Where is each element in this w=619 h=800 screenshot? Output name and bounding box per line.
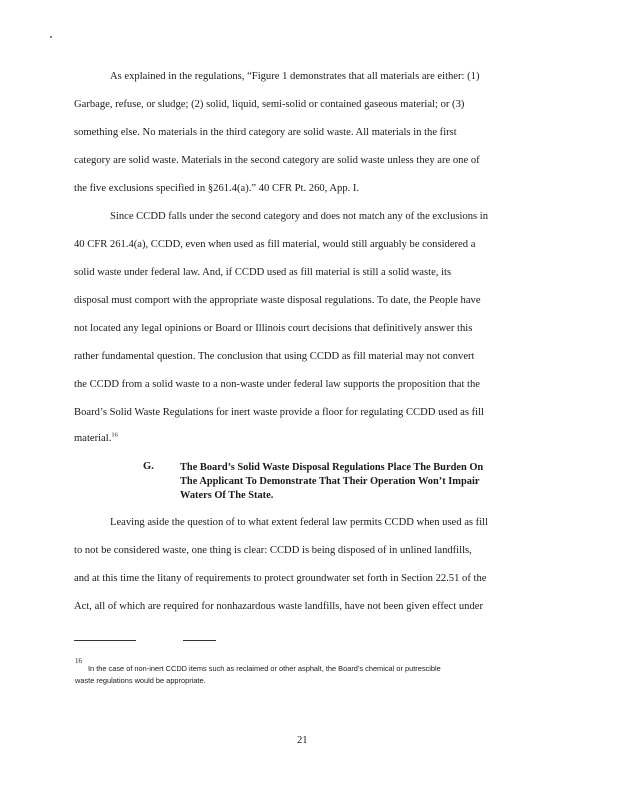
paragraph-line-last — [74, 432, 554, 445]
footnote-reference[interactable]: 16 — [111, 431, 118, 439]
paragraph-line: the five exclusions specified in §261.4(a).” 40 CFR Pt. 260, App. I. — [74, 183, 360, 194]
footnote-line: waste regulations would be appropriate. — [75, 676, 206, 685]
paragraph-line: Leaving aside the question of to what extent federal law permits CCDD when used as fill — [110, 517, 489, 528]
paragraph-line: the CCDD from a solid waste to a non-waste under federal law supports the proposition that the — [74, 379, 481, 390]
paragraph-line: not located any legal opinions or Board or Illinois court decisions that definitively answer this — [74, 323, 473, 334]
page-number: 21 — [297, 735, 308, 746]
section-heading-line: Waters Of The State. — [180, 490, 274, 501]
paragraph-line: rather fundamental question. The conclusion that using CCDD as fill material may not convert — [74, 351, 475, 362]
footnote-number: 16 — [75, 657, 82, 665]
paragraph-line: Since CCDD falls under the second category and does not match any of the exclusions in — [110, 211, 489, 222]
paragraph-line: Act, all of which are required for nonhazardous waste landfills, have not been given effect under — [74, 601, 483, 612]
paragraph-line: 40 CFR 261.4(a), CCDD, even when used as fill material, would still arguably be considered a — [74, 239, 476, 250]
section-heading-line: The Applicant To Demonstrate That Their Operation Won’t Impair — [180, 476, 480, 487]
scan-speck — [50, 36, 52, 38]
paragraph-line: something else. No materials in the third category are solid waste. All materials in the first — [74, 127, 457, 138]
section-letter: G. — [143, 461, 154, 472]
section-heading-line: The Board’s Solid Waste Disposal Regulations Place The Burden On — [180, 462, 484, 473]
footnote-line: In the case of non-inert CCDD items such as reclaimed or other asphalt, the Board’s chemical or putrescible — [88, 664, 441, 673]
footnote-separator — [183, 640, 216, 641]
paragraph-line: and at this time the litany of requirements to protect groundwater set forth in Section 22.51 of the — [74, 573, 487, 584]
paragraph-text: material. — [74, 433, 112, 444]
paragraph-line: Garbage, refuse, or sludge; (2) solid, liquid, semi-solid or contained gaseous material; or (3) — [74, 99, 465, 110]
paragraph-line: As explained in the regulations, “Figure 1 demonstrates that all materials are either: (1) — [110, 71, 480, 82]
paragraph-line: category are solid waste. Materials in the second category are solid waste unless they are one of — [74, 155, 480, 166]
paragraph-line: disposal must comport with the appropriate waste disposal regulations. To date, the People have — [74, 295, 481, 306]
paragraph-line: to not be considered waste, one thing is clear: CCDD is being disposed of in unlined landfills, — [74, 545, 472, 556]
paragraph-line: Board’s Solid Waste Regulations for inert waste provide a floor for regulating CCDD used as fill — [74, 407, 484, 418]
paragraph-line: solid waste under federal law. And, if CCDD used as fill material is still a solid waste, its — [74, 267, 452, 278]
footnote-separator — [74, 640, 136, 641]
